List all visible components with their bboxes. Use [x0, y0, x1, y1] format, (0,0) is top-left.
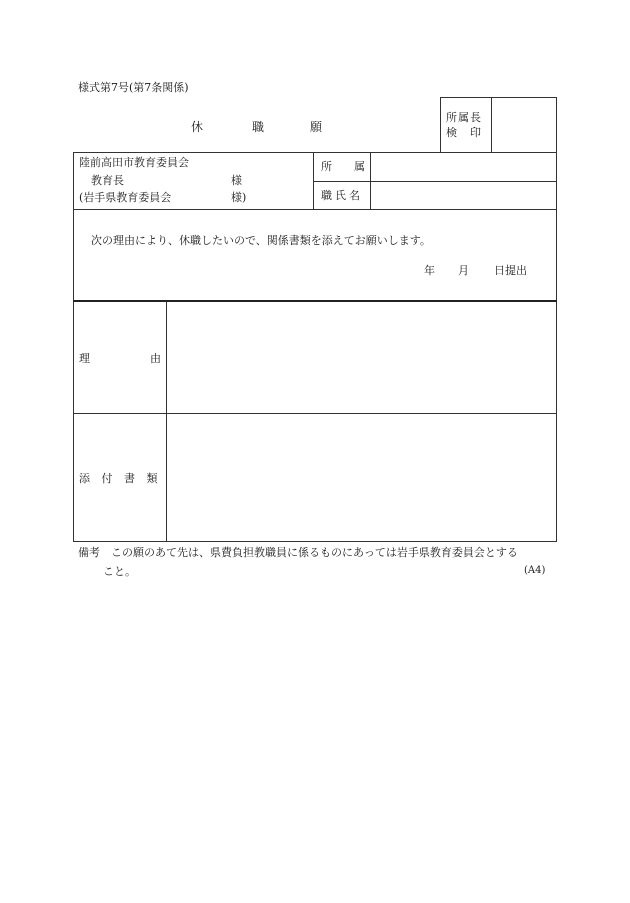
stamp-box-left: [440, 97, 441, 153]
reason-field[interactable]: [172, 306, 552, 408]
date-day: 日提出: [494, 264, 527, 277]
label-column-divider: [166, 302, 167, 542]
frame-bottom: [73, 541, 557, 542]
affiliation-field[interactable]: [374, 156, 552, 178]
addressee-line3: (岩手県教育委員会: [79, 191, 172, 204]
affiliation-label-b: 属: [354, 160, 365, 173]
stamp-label-line2b: 印: [470, 126, 481, 139]
addressee-line3-suffix: 様): [231, 191, 247, 204]
stamp-box-top: [440, 97, 557, 98]
reason-label-a: 理: [79, 352, 90, 365]
stamp-label-line1: 所属長: [446, 111, 482, 124]
paper-size-label: (A4): [524, 565, 546, 576]
date-month: 月: [458, 264, 469, 277]
stamp-area[interactable]: [497, 100, 553, 150]
form-number: 様式第7号(第7条関係): [78, 81, 189, 94]
attachments-field[interactable]: [172, 418, 552, 536]
applicant-row-divider: [313, 181, 557, 182]
stamp-box-divider: [491, 97, 492, 153]
stamp-box-right: [556, 97, 557, 153]
addressee-line2: 教育長: [91, 174, 124, 187]
title-char-3: 願: [310, 120, 323, 134]
note-line2: こと。: [103, 565, 136, 578]
header-bottom: [73, 209, 557, 210]
addressee-line1: 陸前高田市教育委員会: [79, 156, 189, 169]
addressee-line2-suffix: 様: [231, 174, 242, 187]
reason-bottom: [73, 413, 557, 414]
frame-left: [73, 152, 74, 542]
frame-right: [556, 152, 557, 542]
title-char-1: 休: [191, 120, 204, 134]
section-separator: [73, 300, 557, 302]
note-line1: 備考 この願のあて先は、県費負担教職員に係るものにあっては岩手県教育委員会とする: [78, 546, 518, 559]
title-char-2: 職: [252, 120, 265, 134]
frame-top: [73, 152, 557, 153]
name-label: 職氏名: [321, 189, 363, 202]
attachments-label: 添 付 書 類: [79, 472, 159, 485]
name-field[interactable]: [374, 184, 552, 206]
request-text: 次の理由により、休職したいので、関係書類を添えてお願いします。: [91, 234, 431, 247]
reason-label-b: 由: [150, 352, 161, 365]
affiliation-label-a: 所: [321, 160, 332, 173]
date-year: 年: [424, 264, 435, 277]
stamp-label-line2a: 検: [446, 126, 457, 139]
